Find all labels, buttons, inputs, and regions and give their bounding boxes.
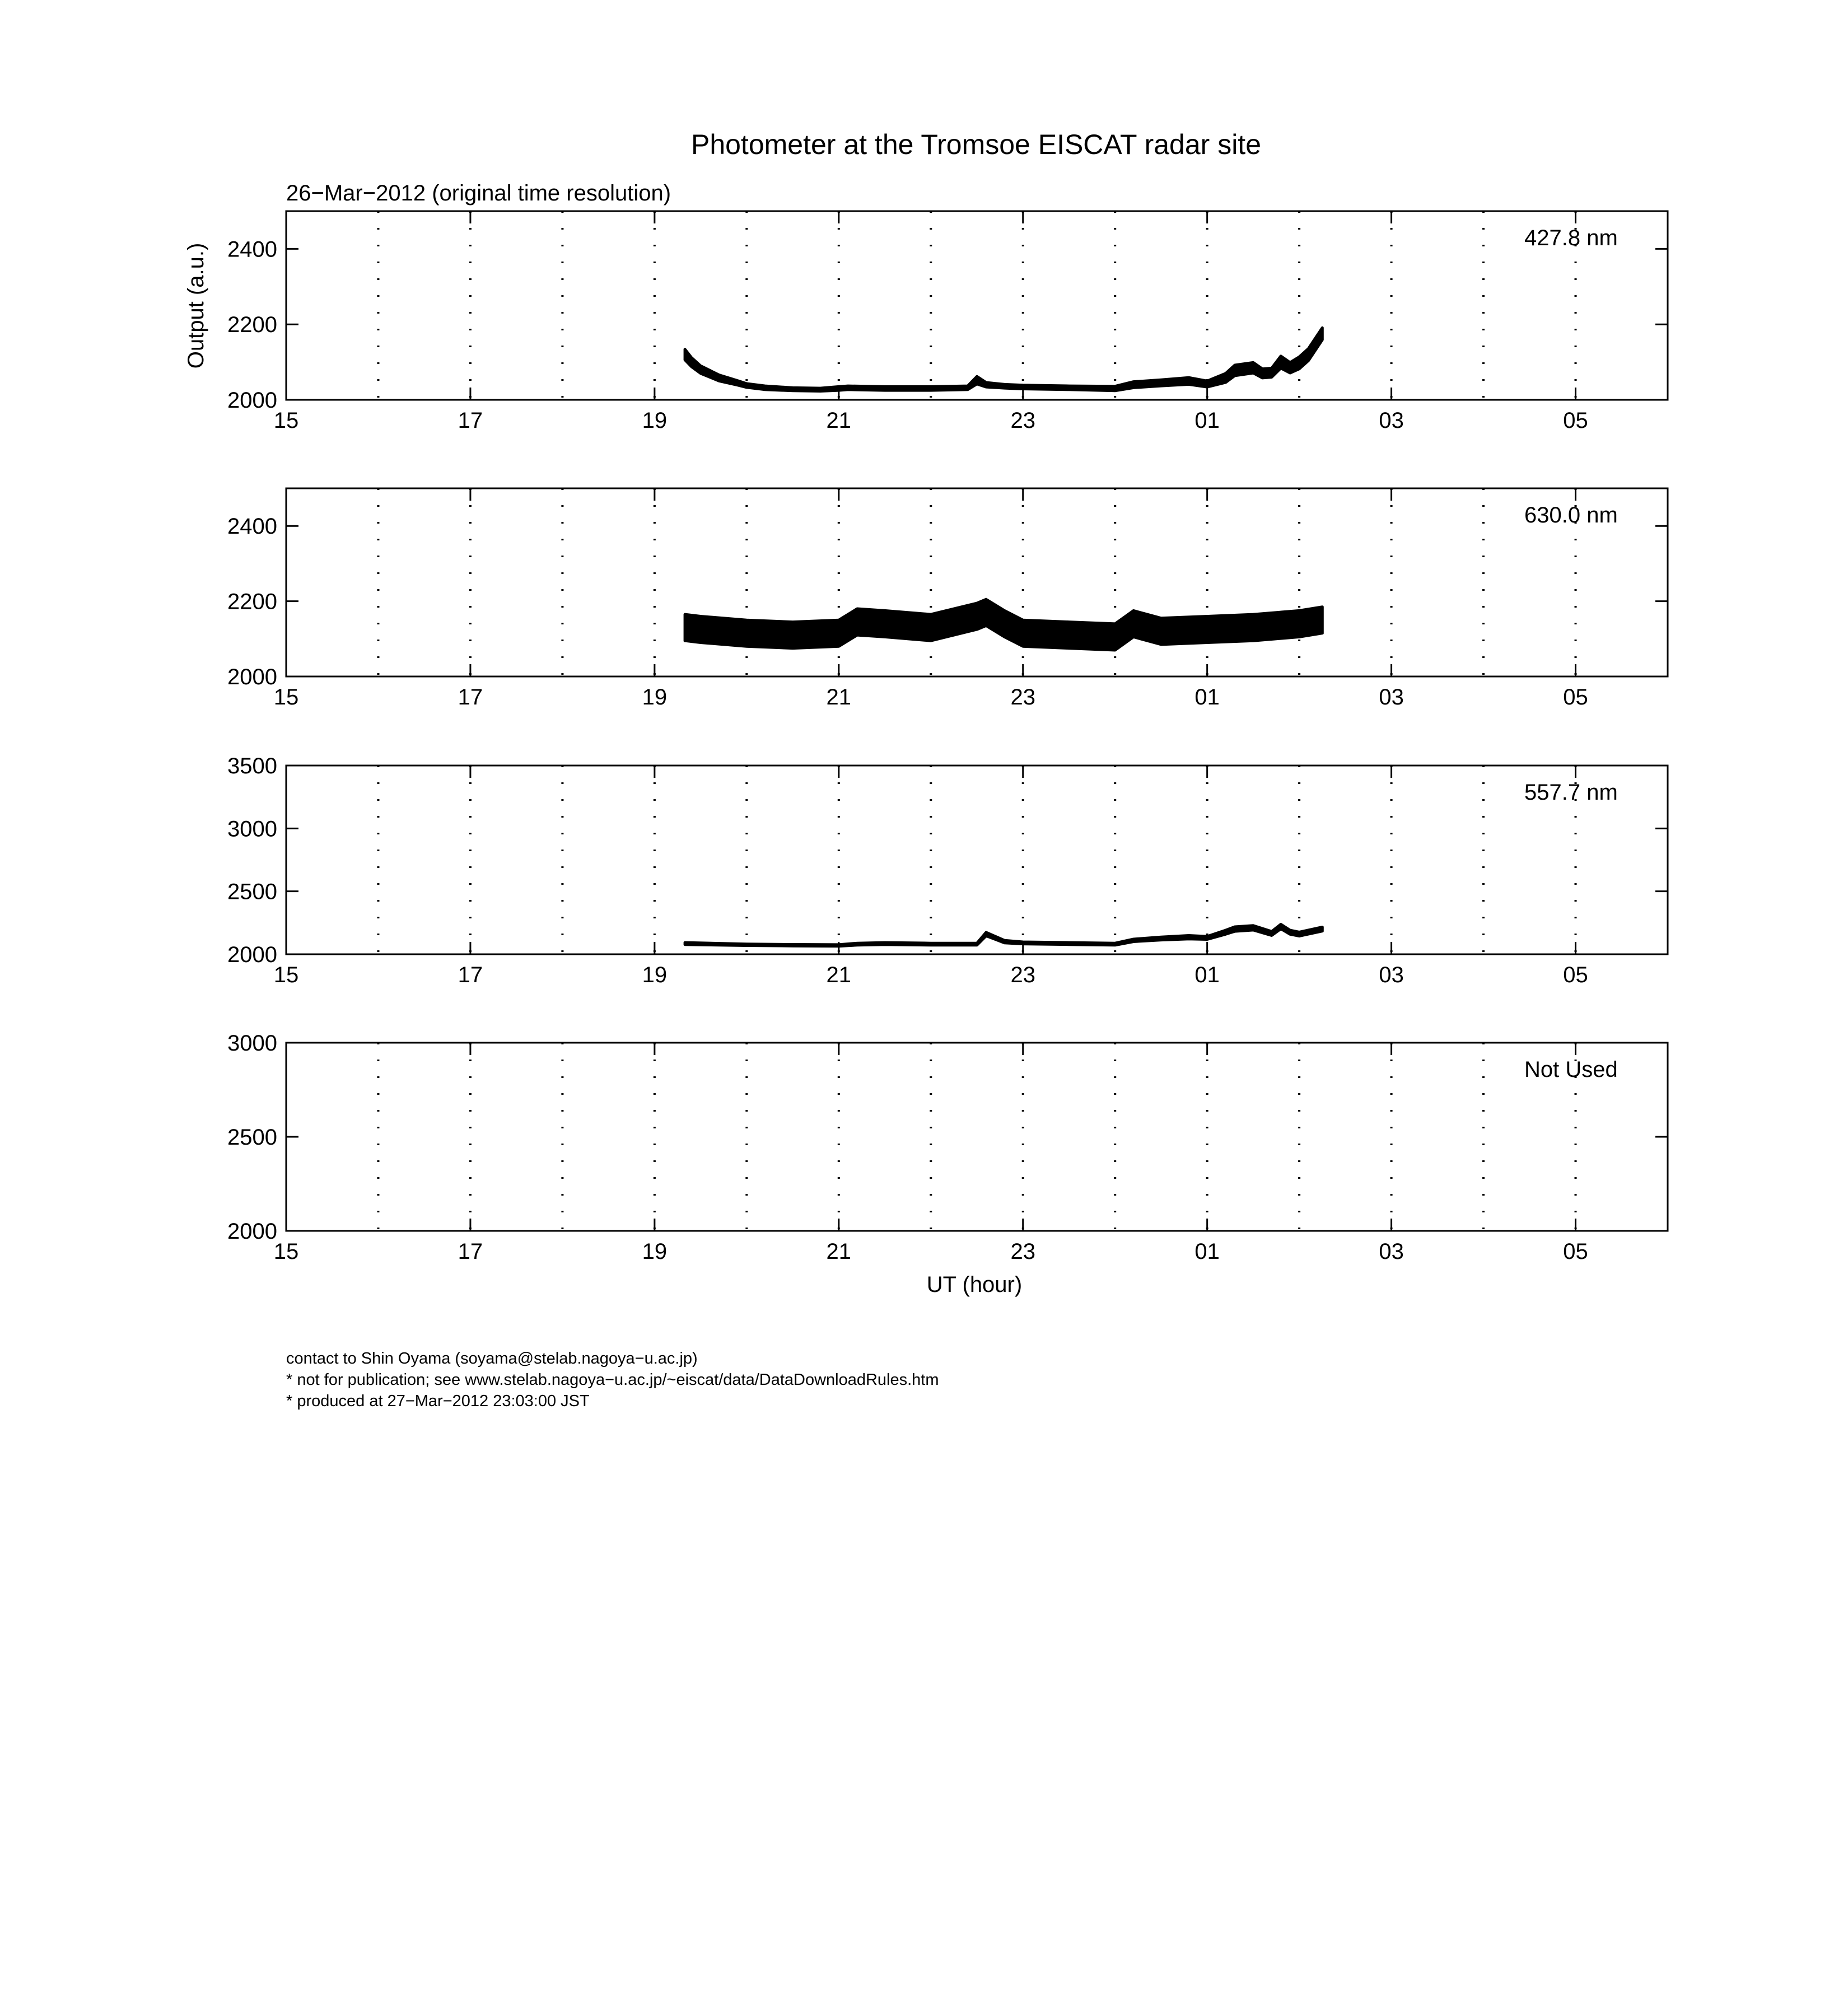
y-tick-label: 2400 [227,514,277,539]
data-point [684,627,686,628]
data-point [930,944,932,945]
x-tick-label: 15 [273,685,299,710]
data-point [764,387,766,389]
x-tick-label: 15 [273,408,299,433]
axes-box [286,766,1668,954]
data-point [700,369,702,371]
data-point [792,944,794,946]
data-point [1188,936,1189,938]
data-point [1252,367,1254,368]
data-point [838,632,839,634]
data-point [1068,387,1070,389]
data-point [1068,634,1070,636]
data-point [1004,941,1005,942]
panel-4 [227,1031,1668,1264]
x-tick-label: 05 [1563,963,1588,987]
x-tick-label: 15 [273,1239,299,1264]
x-tick-label: 19 [642,1239,668,1264]
footer-publication-note: * not for publication; see www.stelab.nagoya−u.ac.jp/~eiscat/data/DataDownloadRules.htm [286,1371,939,1389]
data-point [1225,377,1226,379]
x-tick-label: 05 [1563,685,1588,710]
data-point [1271,372,1272,374]
data-point [1206,629,1208,631]
data-point [746,944,748,946]
data-point [1114,388,1116,389]
x-tick-label: 21 [826,963,852,987]
x-tick-label: 01 [1194,408,1220,433]
data-point [884,388,886,389]
data-point [1322,333,1323,335]
y-tick-label: 2500 [227,1125,277,1150]
data-point [1188,380,1189,382]
y-tick-label: 2400 [227,237,277,262]
data-point [819,389,821,390]
data-point [930,388,932,389]
data-point [736,382,738,384]
data-point [1225,931,1226,933]
data-point [1299,362,1300,363]
data-point [985,384,987,386]
y-tick-label: 2200 [227,589,277,614]
x-tick-label: 19 [642,408,668,433]
data-point [718,377,720,379]
data-point [985,934,987,935]
data-point [1206,937,1208,939]
footer-produced-time: * produced at 27−Mar−2012 23:03:00 JST [286,1392,590,1410]
y-axis-label: Output (a.u.) [184,242,208,369]
footer-contact: contact to Shin Oyama (soyama@stelab.nagoya−u.ac.jp) [286,1350,698,1368]
axes-box [286,211,1668,400]
panel-label: 630.0 nm [1524,503,1618,528]
data-point [884,623,886,624]
x-tick-label: 01 [1194,963,1220,987]
x-tick-label: 03 [1379,408,1404,433]
data-point [746,385,748,386]
data-point [1234,928,1236,930]
data-point [1022,632,1024,634]
data-point [1160,382,1162,384]
x-tick-label: 23 [1010,1239,1035,1264]
data-point [930,627,932,628]
data-point [1160,937,1162,939]
series-trace [685,925,1322,946]
data-point [1004,385,1005,387]
x-tick-label: 17 [458,408,483,433]
data-point [976,379,978,381]
y-tick-label: 3000 [227,816,277,842]
panel-2 [227,488,1668,710]
y-tick-label: 2000 [227,942,277,967]
panel-label: Not Used [1524,1057,1618,1082]
data-point [1004,623,1005,624]
data-point [684,354,686,356]
data-point [684,942,686,944]
data-point [1133,940,1135,941]
data-point [1308,354,1309,356]
y-tick-label: 3500 [227,754,277,778]
x-tick-label: 19 [642,963,668,987]
x-tick-label: 23 [1010,408,1035,433]
x-tick-label: 01 [1194,685,1220,710]
y-tick-label: 2000 [227,1219,277,1244]
series-trace [685,328,1322,391]
data-point [1133,384,1135,386]
data-point [1280,361,1282,363]
data-point [1234,370,1236,371]
panel-3 [227,754,1668,987]
x-tick-label: 21 [826,408,852,433]
axes-box [286,488,1668,676]
data-point [1271,932,1272,934]
data-point [1114,944,1116,945]
data-point [700,629,702,631]
x-tick-label: 03 [1379,1239,1404,1264]
x-tick-label: 17 [458,1239,483,1264]
x-tick-label: 19 [642,685,668,710]
y-tick-label: 2500 [227,879,277,904]
data-point [884,942,886,944]
data-point [967,387,969,389]
data-point [847,387,849,389]
x-tick-label: 23 [1010,685,1035,710]
figure-subtitle: 26−Mar−2012 (original time resolution) [286,181,671,206]
x-tick-label: 17 [458,685,483,710]
y-tick-label: 2000 [227,665,277,689]
series-trace [685,599,1322,650]
data-point [690,361,692,363]
data-point [976,615,978,617]
data-point [1262,372,1263,374]
data-point [1322,619,1323,621]
y-tick-label: 2200 [227,312,277,338]
data-point [1289,367,1291,368]
data-point [1114,636,1116,638]
axes-box [286,1043,1668,1231]
x-axis-label: UT (hour) [926,1272,1023,1297]
x-tick-label: 01 [1194,1239,1220,1264]
data-point [856,621,858,623]
panel-1 [227,211,1668,433]
data-point [792,634,794,636]
data-point [976,944,978,945]
y-tick-label: 3000 [227,1031,277,1056]
data-point [1160,631,1162,632]
x-tick-label: 21 [826,1239,852,1264]
panel-label: 557.7 nm [1524,780,1618,805]
x-tick-label: 15 [273,963,299,987]
data-point [1206,383,1208,385]
x-tick-label: 03 [1379,963,1404,987]
x-tick-label: 05 [1563,1239,1588,1264]
data-point [1299,623,1300,624]
data-point [746,632,748,634]
panel-label: 427.8 nm [1524,226,1618,250]
data-point [1068,942,1070,944]
data-point [856,944,858,945]
data-point [792,389,794,390]
x-tick-label: 03 [1379,685,1404,710]
y-tick-label: 2000 [227,388,277,413]
data-point [1289,931,1291,933]
data-point [1280,926,1282,927]
data-point [1252,627,1254,628]
x-tick-label: 05 [1563,408,1588,433]
x-tick-label: 17 [458,963,483,987]
data-point [1299,934,1300,935]
data-point [985,612,987,613]
x-tick-label: 23 [1010,963,1035,987]
data-point [1252,927,1254,928]
x-tick-label: 21 [826,685,852,710]
data-point [1133,623,1135,624]
data-point [1322,928,1323,930]
panels [227,211,1668,1264]
figure-title: Photometer at the Tromsoe EISCAT radar site [690,129,1262,160]
